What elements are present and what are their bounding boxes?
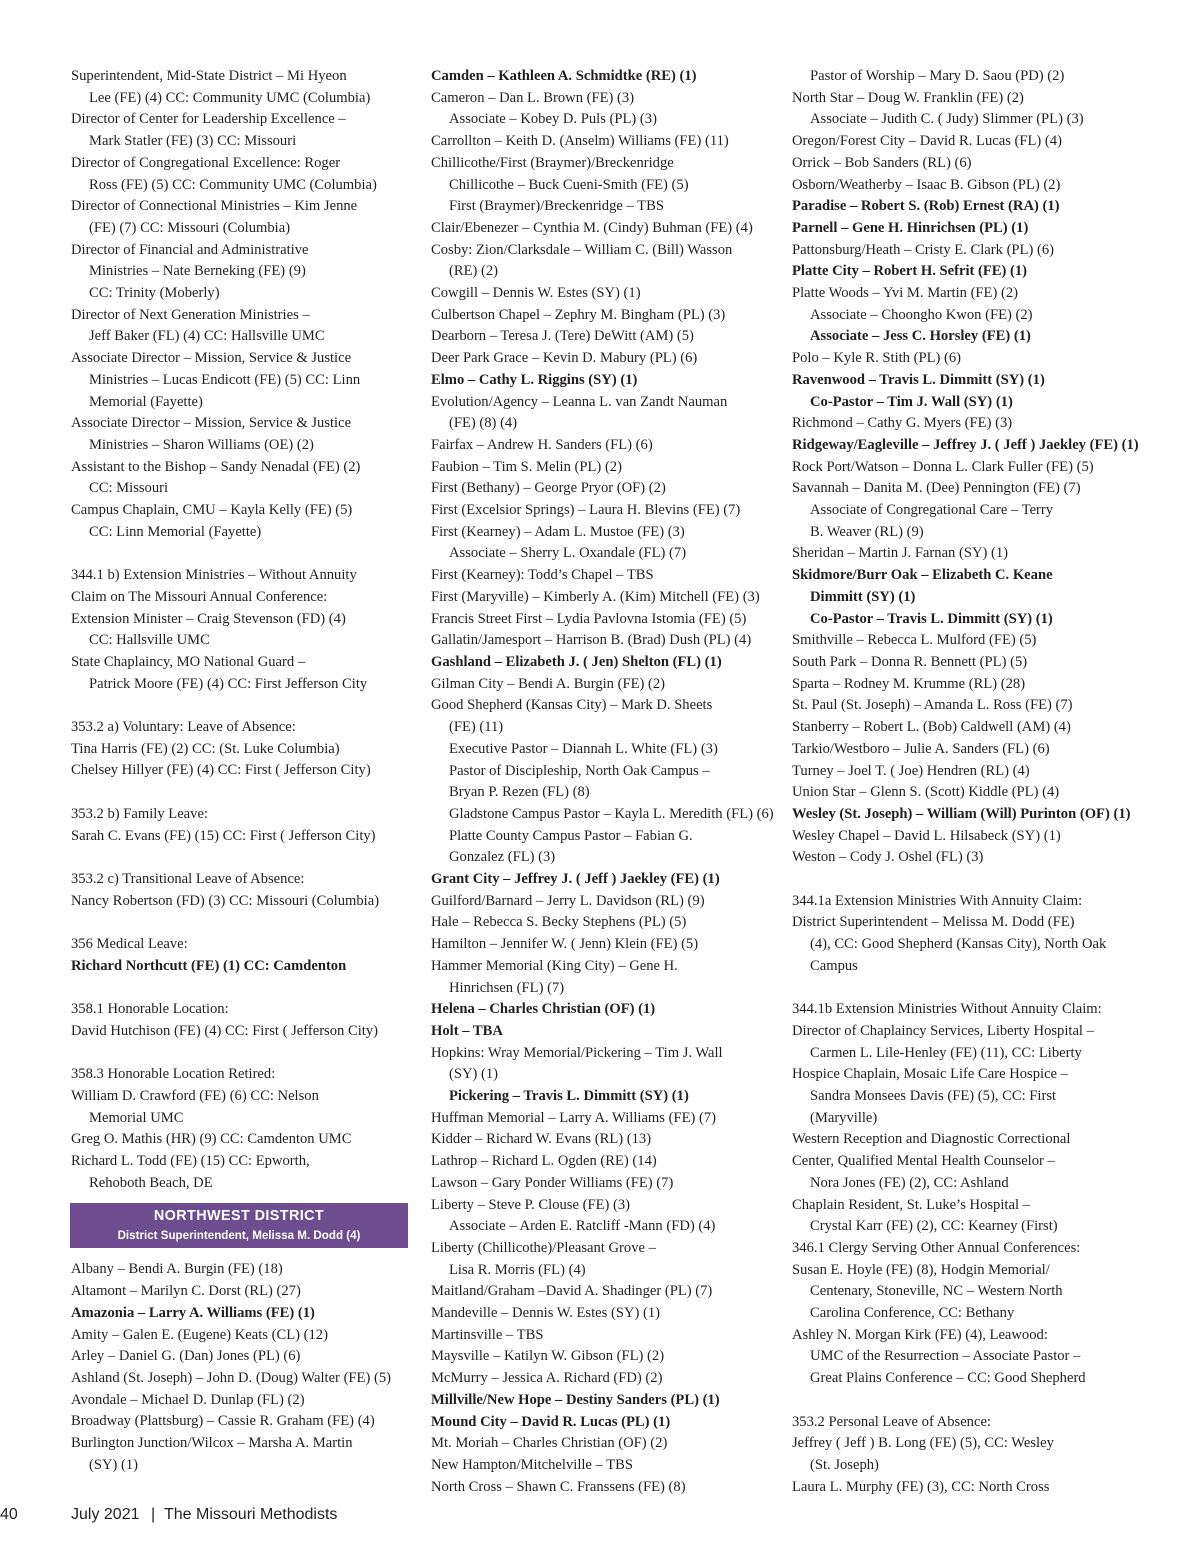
appointment-line: Savannah – Danita M. (Dee) Pennington (FE) (7) — [792, 480, 1081, 497]
appointment-line: 353.2 a) Voluntary: Leave of Absence: — [71, 719, 296, 736]
appointment-line: Center, Qualified Mental Health Counselor – — [792, 1153, 1055, 1170]
appointment-line: Orrick – Bob Sanders (RL) (6) — [792, 154, 972, 171]
appointment-line: Broadway (Plattsburg) – Cassie R. Graham (FE) (4) — [71, 1413, 375, 1430]
section-spacer — [71, 695, 411, 717]
appointment-line: Carolina Conference, CC: Bethany — [810, 1305, 1015, 1322]
publication-name: The Missouri Methodists — [164, 1506, 338, 1523]
appointment-line: Pastor of Worship – Mary D. Saou (PD) (2) — [810, 68, 1065, 84]
appointment-line: Great Plains Conference – CC: Good Shepherd — [810, 1370, 1086, 1387]
appointment-line: Polo – Kyle R. Stith (PL) (6) — [792, 350, 962, 367]
appointment-line: Director of Chaplaincy Services, Liberty Hospital – — [792, 1022, 1094, 1039]
appointment-line: (FE) (8) (4) — [449, 415, 518, 432]
appointment-line: Sheridan – Martin J. Farnan (SY) (1) — [792, 545, 1009, 562]
appointment-line: CC: Trinity (Moberly) — [89, 285, 220, 302]
appointment-line: Carrollton – Keith D. (Anselm) Williams (FE) (11) — [431, 133, 729, 150]
appointment-line: Weston – Cody J. Oshel (FL) (3) — [792, 849, 984, 866]
appointment-line: Stanberry – Robert L. (Bob) Caldwell (AM) (4) — [792, 719, 1071, 736]
section-spacer — [71, 912, 411, 934]
appointment-line: Huffman Memorial – Larry A. Williams (FE) (7) — [431, 1109, 717, 1126]
appointment-line: Mound City – David R. Lucas (PL) (1) — [431, 1413, 671, 1430]
appointment-line: Ashland (St. Joseph) – John D. (Doug) Walter (FE) (5) — [71, 1369, 391, 1386]
appointment-line: Rehoboth Beach, DE — [89, 1174, 213, 1191]
appointment-line: Osborn/Weatherby – Isaac B. Gibson (PL) (2) — [792, 176, 1061, 193]
appointment-line: Sarah C. Evans (FE) (15) CC: First ( Jefferson City) — [71, 827, 376, 844]
appointment-line: Oregon/Forest City – David R. Lucas (FL) (4) — [792, 133, 1062, 150]
appointment-line: First (Braymer)/Breckenridge – TBS — [449, 198, 664, 215]
appointment-line: Liberty (Chillicothe)/Pleasant Grove – — [431, 1239, 656, 1256]
appointment-line: Dimmitt (SY) (1) — [810, 588, 916, 605]
appointment-line: Platte Woods – Yvi M. Martin (FE) (2) — [792, 285, 1018, 302]
appointment-line: Elmo – Cathy L. Riggins (SY) (1) — [431, 371, 638, 388]
appointment-line: District Superintendent – Melissa M. Dodd (FE) — [792, 914, 1075, 931]
appointment-line: Pickering – Travis L. Dimmitt (SY) (1) — [449, 1088, 689, 1105]
appointment-line: Lisa R. Morris (FL) (4) — [449, 1261, 586, 1278]
appointment-line: Director of Congregational Excellence: Roger — [71, 154, 341, 171]
appointment-line: Dearborn – Teresa J. (Tere) DeWitt (AM) (5) — [431, 328, 694, 345]
section-spacer — [71, 782, 411, 804]
appointment-line: South Park – Donna R. Bennett (PL) (5) — [792, 653, 1028, 670]
appointment-line: 353.2 b) Family Leave: — [71, 805, 208, 822]
section-spacer — [71, 847, 411, 869]
appointment-line: Co-Pastor – Travis L. Dimmitt (SY) (1) — [810, 610, 1053, 627]
appointment-line: Associate Director – Mission, Service & Justice — [71, 415, 352, 432]
district-superintendent: District Superintendent, Melissa M. Dodd (4) — [117, 1229, 361, 1243]
appointment-line: Cowgill – Dennis W. Estes (SY) (1) — [431, 285, 641, 302]
appointment-line: Good Shepherd (Kansas City) – Mark D. Sheets — [431, 697, 713, 714]
appointment-line: Fairfax – Andrew H. Sanders (FL) (6) — [431, 436, 653, 453]
appointment-line: Susan E. Hoyle (FE) (8), Hodgin Memorial/ — [792, 1261, 1050, 1278]
appointment-line: 344.1a Extension Ministries With Annuity Claim: — [792, 892, 1083, 909]
appointment-line: Ross (FE) (5) CC: Community UMC (Columbia) — [89, 176, 377, 193]
appointment-line: McMurry – Jessica A. Richard (FD) (2) — [431, 1370, 663, 1387]
appointment-line: Jeff Baker (FL) (4) CC: Hallsville UMC — [89, 328, 325, 345]
appointment-line: 344.1 b) Extension Ministries – Without Annuity — [71, 567, 357, 584]
district-title: NORTHWEST DISTRICT — [153, 1208, 325, 1225]
appointment-line: Jeffrey ( Jeff ) B. Long (FE) (5), CC: Wesley — [792, 1435, 1054, 1452]
footer-separator: | — [151, 1506, 156, 1523]
appointment-line: Burlington Junction/Wilcox – Marsha A. Martin — [71, 1435, 353, 1452]
appointment-line: Bryan P. Rezen (FL) (8) — [449, 784, 590, 801]
appointment-line: Associate Director – Mission, Service & Justice — [71, 350, 352, 367]
appointment-line: Helena – Charles Christian (OF) (1) — [431, 1001, 656, 1018]
appointment-line: First (Kearney) – Adam L. Mustoe (FE) (3) — [431, 523, 685, 540]
appointment-line: B. Weaver (RL) (9) — [810, 523, 924, 540]
appointment-line: Mark Statler (FE) (3) CC: Missouri — [89, 133, 297, 150]
appointment-line: Associate – Arden E. Ratcliff -Mann (FD) (4) — [449, 1218, 716, 1235]
appointment-line: Hospice Chaplain, Mosaic Life Care Hospice – — [792, 1066, 1068, 1083]
appointment-line: (SY) (1) — [449, 1066, 499, 1083]
appointment-line: Memorial UMC — [89, 1109, 184, 1126]
appointment-line: Assistant to the Bishop – Sandy Nenadal (FE) (2) — [71, 458, 361, 475]
appointment-line: Skidmore/Burr Oak – Elizabeth C. Keane — [792, 567, 1053, 584]
appointment-line: Liberty – Steve P. Clouse (FE) (3) — [431, 1196, 631, 1213]
appointment-line: Richard Northcutt (FE) (1) CC: Camdenton — [71, 957, 347, 974]
appointment-line: 358.3 Honorable Location Retired: — [71, 1066, 276, 1083]
appointment-line: Union Star – Glenn S. (Scott) Kiddle (PL) (4) — [792, 784, 1060, 801]
appointment-line: Cosby: Zion/Clarksdale – William C. (Bill) Wasson — [431, 241, 733, 258]
appointment-line: First (Bethany) – George Pryor (OF) (2) — [431, 480, 666, 497]
district-banner — [70, 1203, 408, 1248]
appointment-line: Nora Jones (FE) (2), CC: Ashland — [810, 1174, 1009, 1191]
appointment-line: State Chaplaincy, MO National Guard – — [71, 653, 306, 670]
appointment-line: Memorial (Fayette) — [89, 393, 203, 410]
appointment-line: Mt. Moriah – Charles Christian (OF) (2) — [431, 1435, 668, 1452]
appointment-line: Associate – Judith C. ( Judy) Slimmer (PL) (3) — [810, 111, 1084, 128]
appointment-line: Kidder – Richard W. Evans (RL) (13) — [431, 1131, 652, 1148]
appointment-line: Hammer Memorial (King City) – Gene H. — [431, 957, 678, 974]
column-right — [792, 66, 1137, 1498]
appointment-line: Laura L. Murphy (FE) (3), CC: North Cross — [792, 1478, 1050, 1495]
appointment-line: Extension Minister – Craig Stevenson (FD) (4) — [71, 610, 346, 627]
appointment-line: Ravenwood – Travis L. Dimmitt (SY) (1) — [792, 371, 1045, 388]
appointment-line: Ashley N. Morgan Kirk (FE) (4), Leawood: — [792, 1326, 1048, 1343]
appointment-line: Platte City – Robert H. Sefrit (FE) (1) — [792, 263, 1028, 280]
appointment-line: (Maryville) — [810, 1109, 878, 1126]
appointment-line: Director of Center for Leadership Excellence – — [71, 111, 346, 128]
appointment-line: Associate of Congregational Care – Terry — [810, 502, 1054, 519]
appointment-line: 358.1 Honorable Location: — [71, 1001, 229, 1018]
appointment-line: (FE) (7) CC: Missouri (Columbia) — [89, 219, 291, 236]
appointment-line: Gonzalez (FL) (3) — [449, 849, 556, 866]
appointment-line: Claim on The Missouri Annual Conference: — [71, 588, 328, 605]
appointment-line: Executive Pastor – Diannah L. White (FL) (3) — [449, 740, 718, 757]
appointment-line: Ridgeway/Eagleville – Jeffrey J. ( Jeff ) Jaekley (FE) (1) — [792, 436, 1139, 453]
appointment-line: Nancy Robertson (FD) (3) CC: Missouri (Columbia) — [71, 892, 380, 909]
appointment-line: Ministries – Sharon Williams (OE) (2) — [89, 436, 314, 453]
appointment-line: CC: Missouri — [89, 480, 169, 497]
appointment-line: Associate – Sherry L. Oxandale (FL) (7) — [449, 545, 687, 562]
appointment-line: Associate – Choongho Kwon (FE) (2) — [810, 306, 1033, 323]
appointment-line: Amazonia – Larry A. Williams (FE) (1) — [71, 1304, 315, 1321]
appointment-line: First (Maryville) – Kimberly A. (Kim) Mitchell (FE) (3) — [431, 588, 760, 605]
appointment-line: CC: Linn Memorial (Fayette) — [89, 523, 262, 540]
section-spacer — [71, 543, 411, 565]
appointment-line: Gashland – Elizabeth J. ( Jen) Shelton (FL) (1) — [431, 653, 722, 670]
appointment-line: 353.2 c) Transitional Leave of Absence: — [71, 870, 305, 887]
appointment-line: Chelsey Hillyer (FE) (4) CC: First ( Jefferson City) — [71, 762, 371, 779]
appointment-line: William D. Crawford (FE) (6) CC: Nelson — [71, 1087, 319, 1104]
page-number: 40 — [0, 1506, 18, 1523]
appointment-line: Hamilton – Jennifer W. ( Jenn) Klein (FE) (5) — [431, 936, 699, 953]
appointment-line: Platte County Campus Pastor – Fabian G. — [449, 827, 693, 844]
appointment-line: Western Reception and Diagnostic Correctional — [792, 1131, 1071, 1148]
appointment-line: Avondale – Michael D. Dunlap (FL) (2) — [71, 1391, 305, 1408]
appointment-line: Holt – TBA — [431, 1022, 503, 1039]
appointment-line: Lathrop – Richard L. Ogden (RE) (14) — [431, 1153, 657, 1170]
appointment-line: Patrick Moore (FE) (4) CC: First Jefferson City — [89, 675, 368, 692]
appointment-line: Gladstone Campus Pastor – Kayla L. Meredith (FL) (6) — [449, 805, 774, 822]
appointment-line: Rock Port/Watson – Donna L. Clark Fuller (FE) (5) — [792, 458, 1094, 475]
appointment-line: Carmen L. Lile-Henley (FE) (11), CC: Liberty — [810, 1044, 1082, 1061]
appointment-line: Culbertson Chapel – Zephry M. Bingham (PL) (3) — [431, 306, 726, 323]
appointment-line: 344.1b Extension Ministries Without Annuity Claim: — [792, 1001, 1102, 1018]
appointment-line: Chillicothe/First (Braymer)/Breckenridge — [431, 154, 674, 171]
appointment-line: Lawson – Gary Ponder Williams (FE) (7) — [431, 1174, 674, 1191]
appointment-line: Centenary, Stoneville, NC – Western North — [810, 1283, 1063, 1300]
appointment-line: Evolution/Agency – Leanna L. van Zandt Nauman — [431, 393, 728, 410]
appointment-line: Turney – Joel T. ( Joe) Hendren (RL) (4) — [792, 762, 1030, 779]
appointment-line: Tarkio/Westboro – Julie A. Sanders (FL) (6) — [792, 740, 1050, 757]
appointment-line: Arley – Daniel G. (Dan) Jones (PL) (6) — [71, 1348, 301, 1365]
appointment-line: Richmond – Cathy G. Myers (FE) (3) — [792, 415, 1013, 432]
appointment-line: Greg O. Mathis (HR) (9) CC: Camdenton UMC — [71, 1131, 352, 1148]
section-spacer — [792, 1390, 1137, 1412]
appointment-line: UMC of the Resurrection – Associate Pastor – — [810, 1348, 1081, 1365]
appointment-line: Campus — [810, 957, 858, 974]
appointment-line: Faubion – Tim S. Melin (PL) (2) — [431, 458, 622, 475]
column-left — [71, 66, 411, 1476]
appointment-line: Deer Park Grace – Kevin D. Mabury (PL) (6) — [431, 350, 698, 367]
appointment-line: Pattonsburg/Heath – Cristy E. Clark (PL) (6) — [792, 241, 1054, 258]
appointment-line: New Hampton/Mitchelville – TBS — [431, 1457, 633, 1473]
appointment-line: Pastor of Discipleship, North Oak Campus – — [449, 762, 710, 779]
appointment-line: Cameron – Dan L. Brown (FE) (3) — [431, 89, 635, 106]
appointment-line: Tina Harris (FE) (2) CC: (St. Luke Columbia) — [71, 740, 340, 757]
appointment-line: (SY) (1) — [89, 1456, 139, 1473]
appointment-line: Smithville – Rebecca L. Mulford (FE) (5) — [792, 632, 1037, 649]
appointment-line: Director of Connectional Ministries – Kim Jenne — [71, 198, 358, 215]
appointment-line: Associate – Jess C. Horsley (FE) (1) — [810, 328, 1031, 345]
appointment-line: 353.2 Personal Leave of Absence: — [792, 1413, 991, 1430]
appointment-line: Martinsville – TBS — [431, 1326, 544, 1343]
appointment-line: North Star – Doug W. Franklin (FE) (2) — [792, 89, 1024, 106]
appointment-line: Altamont – Marilyn C. Dorst (RL) (27) — [71, 1283, 301, 1300]
appointment-line: Hopkins: Wray Memorial/Pickering – Tim J. Wall — [431, 1044, 723, 1061]
appointment-line: Sparta – Rodney M. Krumme (RL) (28) — [792, 675, 1026, 692]
section-spacer — [71, 977, 411, 999]
appointment-line: Wesley Chapel – David L. Hilsabeck (SY) (1) — [792, 827, 1061, 844]
appointment-line: North Cross – Shawn C. Franssens (FE) (8) — [431, 1478, 686, 1495]
appointment-line: First (Kearney): Todd’s Chapel – TBS — [431, 567, 654, 584]
issue-date: July 2021 — [71, 1506, 140, 1523]
appointment-line: Paradise – Robert S. (Rob) Ernest (RA) (1) — [792, 198, 1060, 215]
appointment-line: First (Excelsior Springs) – Laura H. Blevins (FE) (7) — [431, 502, 741, 519]
section-spacer — [792, 978, 1137, 1000]
section-spacer — [792, 869, 1137, 891]
appointment-line: St. Paul (St. Joseph) – Amanda L. Ross (FE) (7) — [792, 697, 1073, 714]
appointment-line: Richard L. Todd (FE) (15) CC: Epworth, — [71, 1153, 310, 1170]
appointment-line: Crystal Karr (FE) (2), CC: Kearney (First) — [810, 1218, 1058, 1235]
appointment-line: (RE) (2) — [449, 263, 499, 280]
appointment-line: Chaplain Resident, St. Luke’s Hospital – — [792, 1196, 1030, 1213]
appointment-line: Ministries – Nate Berneking (FE) (9) — [89, 263, 306, 280]
appointment-line: Albany – Bendi A. Burgin (FE) (18) — [71, 1261, 283, 1278]
appointment-line: 346.1 Clergy Serving Other Annual Conferences: — [792, 1239, 1081, 1256]
appointment-line: Lee (FE) (4) CC: Community UMC (Columbia) — [89, 89, 371, 106]
appointment-line: Hinrichsen (FL) (7) — [449, 979, 565, 996]
appointment-line: Co-Pastor – Tim J. Wall (SY) (1) — [810, 393, 1013, 410]
appointment-line: David Hutchison (FE) (4) CC: First ( Jefferson City) — [71, 1022, 378, 1039]
appointment-line: Amity – Galen E. (Eugene) Keats (CL) (12) — [71, 1326, 328, 1343]
appointment-line: (4), CC: Good Shepherd (Kansas City), North Oak — [810, 936, 1107, 953]
appointment-line: Campus Chaplain, CMU – Kayla Kelly (FE) (5) — [71, 502, 353, 519]
appointment-line: 356 Medical Leave: — [71, 936, 188, 953]
appointment-line: Guilford/Barnard – Jerry L. Davidson (RL) (9) — [431, 892, 705, 909]
appointment-line: Director of Next Generation Ministries – — [71, 306, 310, 323]
appointment-line: Parnell – Gene H. Hinrichsen (PL) (1) — [792, 219, 1029, 236]
appointment-line: Clair/Ebenezer – Cynthia M. (Cindy) Buhman (FE) (4) — [431, 219, 753, 236]
appointment-line: Sandra Monsees Davis (FE) (5), CC: First — [810, 1088, 1057, 1105]
appointment-line: Grant City – Jeffrey J. ( Jeff ) Jaekley (FE) (1) — [431, 871, 720, 888]
appointment-line: (FE) (11) — [449, 719, 504, 736]
section-spacer — [71, 1043, 411, 1065]
column-middle — [431, 66, 774, 1498]
appointment-line: Maitland/Graham –David A. Shadinger (PL) (7) — [431, 1283, 713, 1300]
appointment-line: Chillicothe – Buck Cueni-Smith (FE) (5) — [449, 176, 689, 193]
appointment-line: Associate – Kobey D. Puls (PL) (3) — [449, 111, 657, 128]
appointment-line: Millville/New Hope – Destiny Sanders (PL) (1) — [431, 1391, 720, 1408]
appointment-line: Wesley (St. Joseph) – William (Will) Purinton (OF) (1) — [792, 805, 1131, 822]
appointment-line: Camden – Kathleen A. Schmidtke (RE) (1) — [431, 68, 697, 84]
appointment-line: Francis Street First – Lydia Pavlovna Istomia (FE) (5) — [431, 610, 747, 627]
appointment-line: (St. Joseph) — [810, 1456, 879, 1473]
appointment-line: Gallatin/Jamesport – Harrison B. (Brad) Dush (PL) (4) — [431, 632, 752, 649]
appointment-line: CC: Hallsville UMC — [89, 632, 210, 649]
appointment-line: Hale – Rebecca S. Becky Stephens (PL) (5) — [431, 914, 687, 931]
appointment-line: Director of Financial and Administrative — [71, 241, 309, 258]
appointment-line: Maysville – Katilyn W. Gibson (FL) (2) — [431, 1348, 665, 1365]
appointment-line: Superintendent, Mid-State District – Mi Hyeon — [71, 68, 347, 84]
appointment-line: Ministries – Lucas Endicott (FE) (5) CC: Linn — [89, 371, 361, 388]
appointment-line: Mandeville – Dennis W. Estes (SY) (1) — [431, 1305, 661, 1322]
appointment-line: Gilman City – Bendi A. Burgin (FE) (2) — [431, 675, 666, 692]
